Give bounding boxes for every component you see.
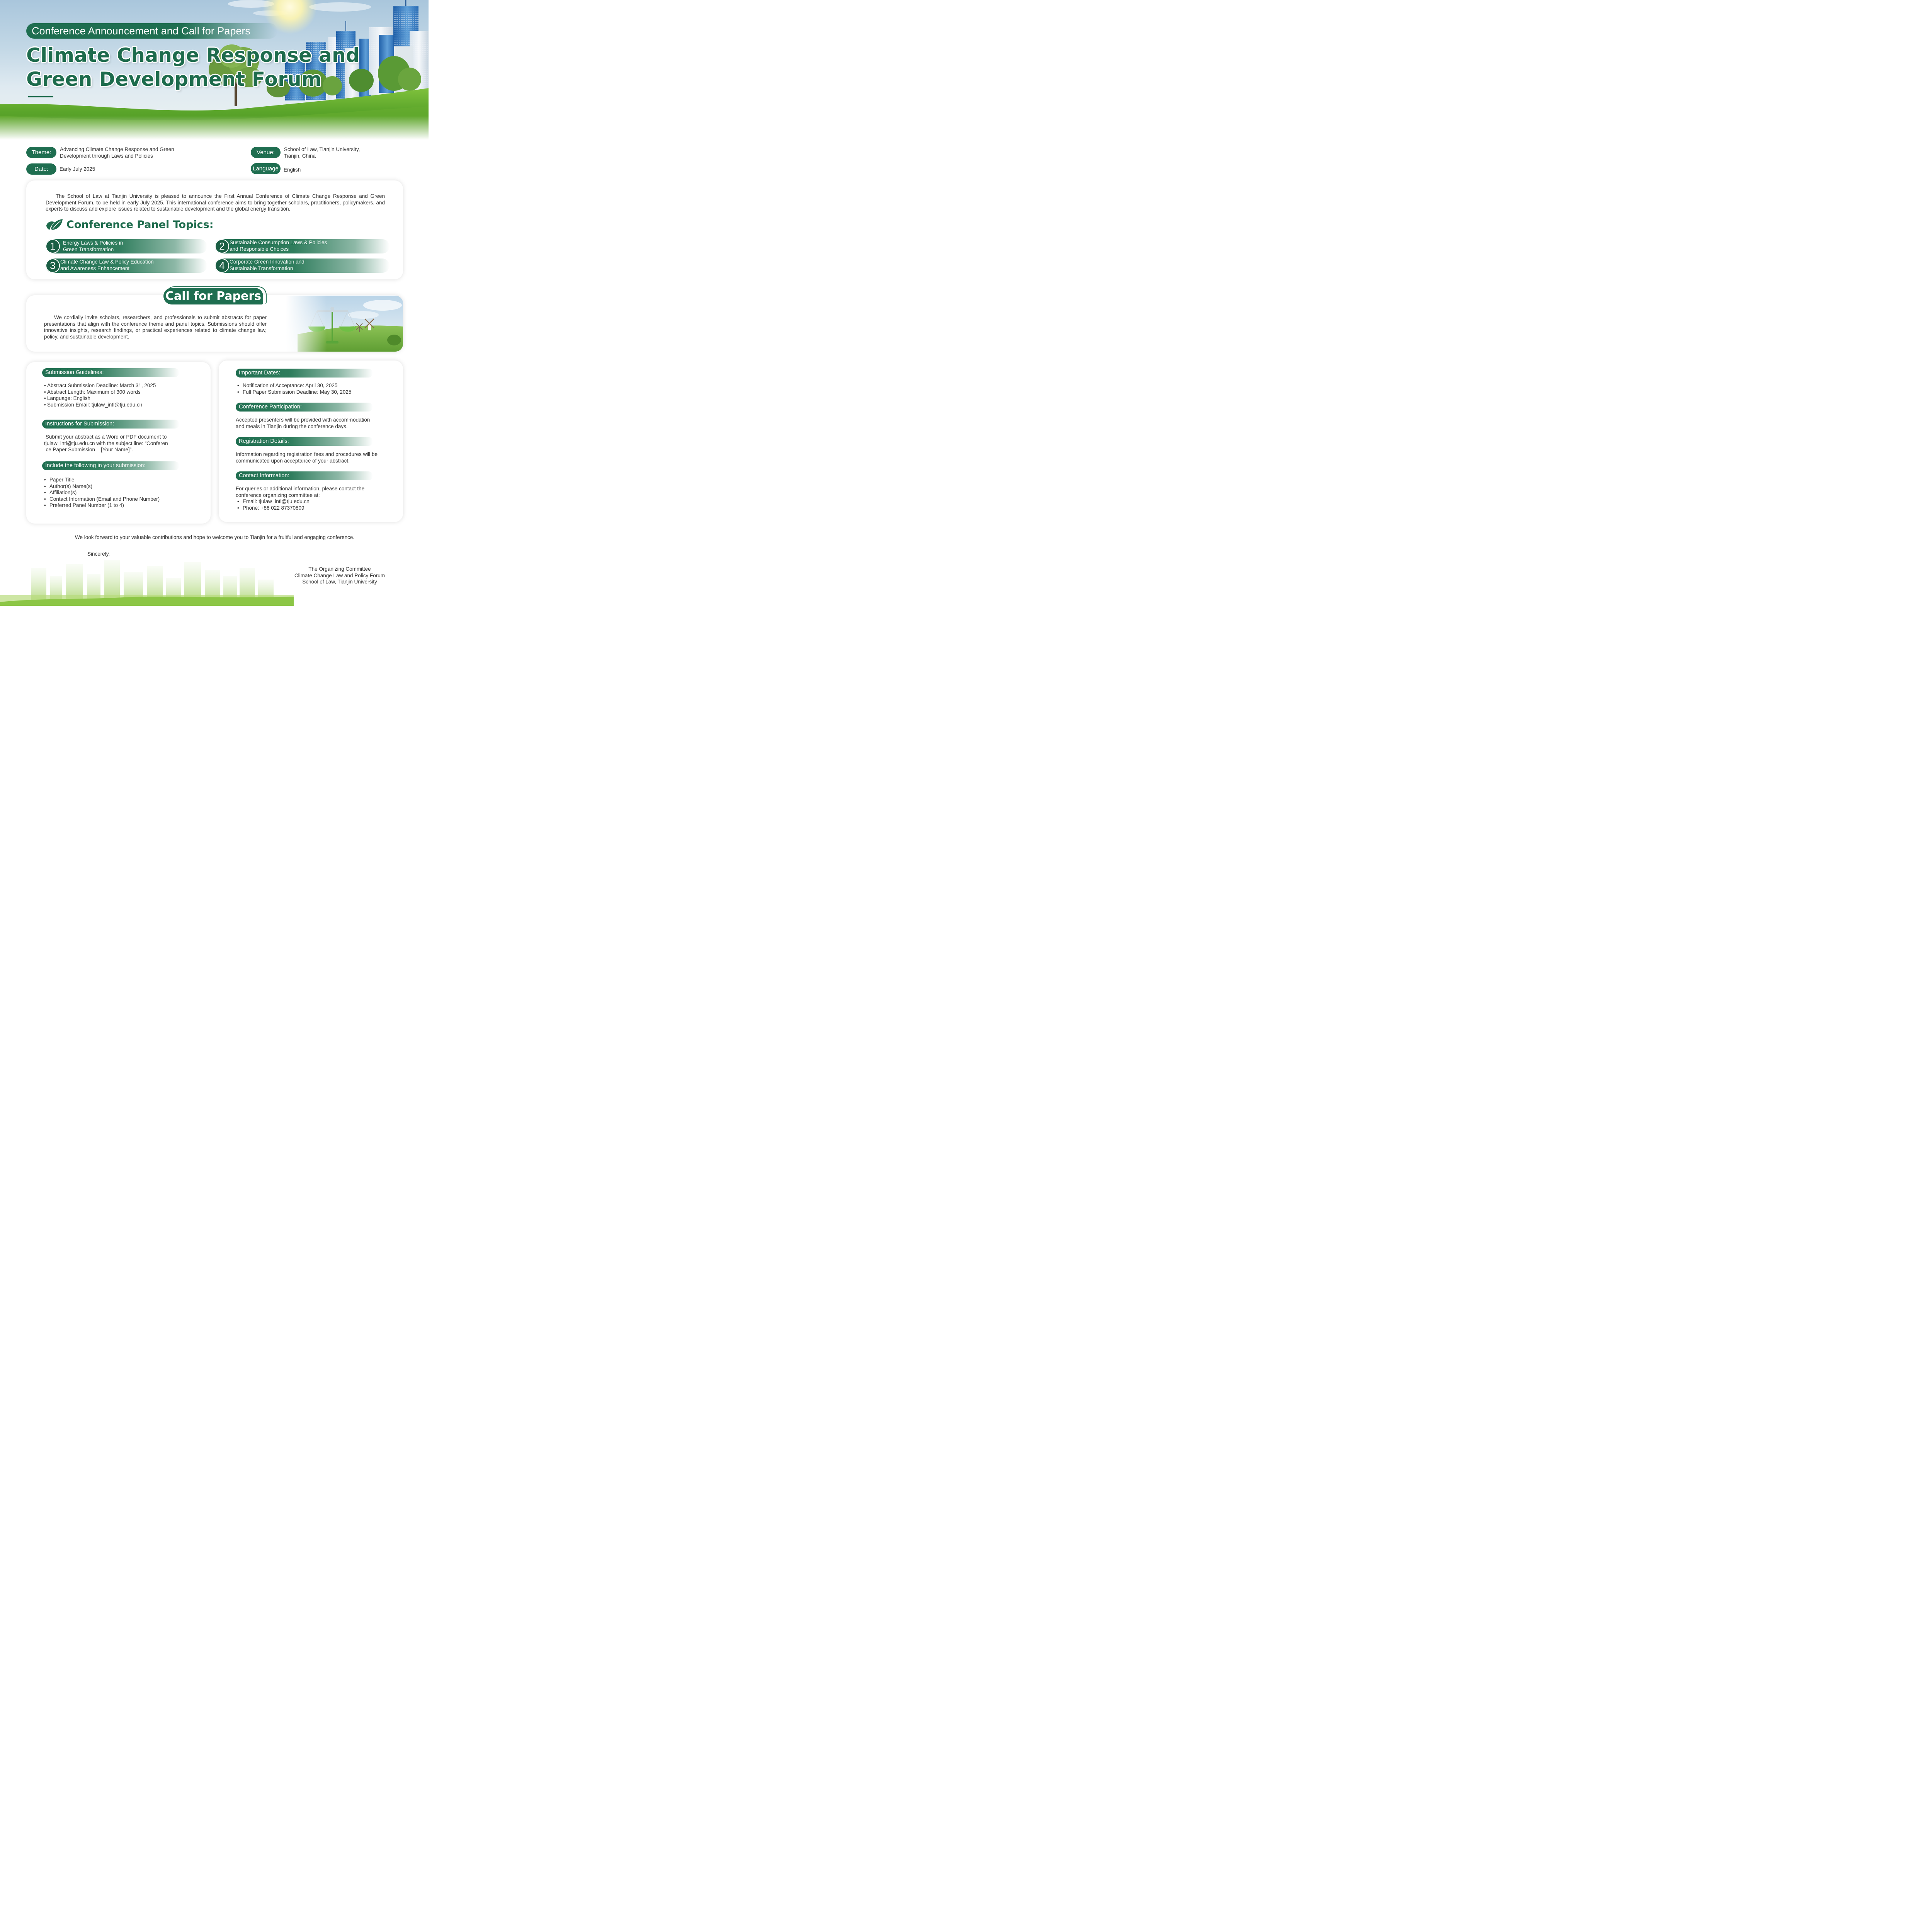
instructions-line-2: tjulaw_intl@tju.edu.cn with the subject line: “Conferen xyxy=(44,440,168,446)
list-item: • Preferred Panel Number (1 to 4) xyxy=(44,502,124,508)
page-title xyxy=(26,43,360,91)
list-item: • Abstract Length: Maximum of 300 words xyxy=(44,389,141,395)
language-label: Language xyxy=(251,163,281,174)
theme-line-2: Development through Laws and Policies xyxy=(60,153,153,159)
submission-guidelines-list xyxy=(44,383,156,408)
topic-item xyxy=(46,259,207,273)
list-item: • Paper Title xyxy=(44,477,75,483)
topic-item xyxy=(215,239,390,253)
registration-line-2: communicated upon acceptance of your abstract. xyxy=(236,457,350,464)
topic-label-line-2: and Responsible Choices xyxy=(230,246,289,252)
venue-value xyxy=(284,146,384,159)
topic-label xyxy=(230,259,304,272)
include-list xyxy=(44,477,160,509)
topic-label-line-1: Energy Laws & Policies in xyxy=(63,240,123,246)
topic-item xyxy=(215,259,390,273)
topic-item xyxy=(46,239,207,253)
announcement-banner: Conference Announcement and Call for Papers xyxy=(26,23,277,39)
topic-label xyxy=(230,240,327,252)
title-underline xyxy=(28,96,53,97)
sincerely-text: Sincerely, xyxy=(87,551,110,557)
contact-heading: Contact Information: xyxy=(236,471,373,480)
topic-label-line-2: and Awareness Enhancement xyxy=(60,265,130,271)
call-for-papers-paragraph: We cordially invite scholars, researchers, and professionals to submit abstracts for paper presentations that align with the conference theme and panel topics. Submissions should offer innovative insights, research findings, or practical experiences related to climate change law, policy, and sustainable development. xyxy=(44,315,267,340)
intro-paragraph: The School of Law at Tianjin University is pleased to announce the First Annual Conference of Climate Change Response and Green Development Forum, to be held in early July 2025. This international conference aims to bring together scholars, practitioners, policymakers, and experts to discuss and explore issues related to sustainable development and the global energy transition. xyxy=(46,193,385,212)
theme-line-1: Advancing Climate Change Response and Green xyxy=(60,146,174,152)
date-label: Date: xyxy=(26,163,56,175)
signature-line-2: Climate Change Law and Policy Forum xyxy=(294,572,385,578)
signature-line-1: The Organizing Committee xyxy=(308,566,371,572)
date-value: Early July 2025 xyxy=(60,166,95,172)
important-dates-heading: Important Dates: xyxy=(236,369,373,378)
theme-label: Theme: xyxy=(26,147,56,158)
participation-text xyxy=(236,417,370,430)
scales-of-justice-image xyxy=(286,296,403,352)
topic-number: 4 xyxy=(215,259,229,273)
hero-header xyxy=(0,0,429,140)
topic-number: 2 xyxy=(215,239,229,253)
important-dates-list xyxy=(237,383,351,395)
list-item: • Author(s) Name(s) xyxy=(44,483,93,489)
signature-block xyxy=(294,566,386,585)
instructions-text xyxy=(44,434,168,453)
venue-line-1: School of Law, Tianjin University, xyxy=(284,146,360,152)
signature-line-3: School of Law, Tianjin University xyxy=(302,579,377,585)
list-item: • Contact Information (Email and Phone Number) xyxy=(44,496,160,502)
submission-guidelines-heading: Submission Guidelines: xyxy=(42,368,179,377)
registration-text xyxy=(236,451,378,464)
topic-label-line-1: Sustainable Consumption Laws & Policies xyxy=(230,240,327,245)
instructions-heading: Instructions for Submission: xyxy=(42,420,179,429)
instructions-line-1: Submit your abstract as a Word or PDF document to xyxy=(46,434,167,440)
contact-line-2: conference organizing committee at: xyxy=(236,492,320,498)
instructions-line-3: -ce Paper Submission – [Your Name]”. xyxy=(44,447,133,452)
closing-statement: We look forward to your valuable contributions and hope to welcome you to Tianjin for a fruitful and engaging conference. xyxy=(75,534,355,540)
list-item: • Email: tjulaw_intl@tju.edu.cn xyxy=(237,498,310,504)
topic-label xyxy=(60,259,154,272)
include-heading: Include the following in your submission: xyxy=(42,461,179,470)
list-item: • Submission Email: tjulaw_intl@tju.edu.cn xyxy=(44,401,143,408)
topic-label-line-1: Climate Change Law & Policy Education xyxy=(60,259,154,265)
topics-heading-text: Conference Panel Topics: xyxy=(66,218,214,231)
list-item: • Language: English xyxy=(44,395,90,401)
call-for-papers-tab xyxy=(163,288,267,304)
venue-line-2: Tianjin, China xyxy=(284,153,316,159)
participation-line-2: and meals in Tianjin during the conference days. xyxy=(236,423,348,429)
contact-text xyxy=(236,486,364,511)
leaf-icon xyxy=(46,218,63,231)
scales-illustration xyxy=(286,296,403,352)
topic-label-line-2: Sustainable Transformation xyxy=(230,265,293,271)
participation-line-1: Accepted presenters will be provided with accommodation xyxy=(236,417,370,423)
topics-heading xyxy=(46,218,214,231)
topic-label-line-2: Green Transformation xyxy=(63,246,114,252)
participation-heading: Conference Participation: xyxy=(236,403,373,412)
call-for-papers-heading: Call for Papers xyxy=(165,289,262,303)
topic-number: 1 xyxy=(46,239,60,253)
green-skyline-illustration xyxy=(0,556,294,606)
theme-value xyxy=(60,146,191,159)
topic-label xyxy=(63,240,123,253)
topic-label-line-1: Corporate Green Innovation and xyxy=(230,259,304,265)
list-item: • Phone: +86 022 87370809 xyxy=(237,505,304,511)
list-item: • Full Paper Submission Deadline: May 30, 2025 xyxy=(237,389,352,395)
language-value: English xyxy=(284,167,301,173)
contact-line-1: For queries or additional information, please contact the xyxy=(236,486,365,492)
title-line-2: Green Development Forum xyxy=(26,68,322,90)
topic-number: 3 xyxy=(46,259,60,273)
list-item: • Affiliation(s) xyxy=(44,490,77,495)
registration-line-1: Information regarding registration fees and procedures will be xyxy=(236,451,378,457)
list-item: • Abstract Submission Deadline: March 31, 2025 xyxy=(44,383,156,388)
registration-heading: Registration Details: xyxy=(236,437,373,446)
title-line-1: Climate Change Response and xyxy=(26,44,360,66)
venue-label: Venue: xyxy=(251,147,281,158)
list-item: • Notification of Acceptance: April 30, 2025 xyxy=(237,383,338,388)
